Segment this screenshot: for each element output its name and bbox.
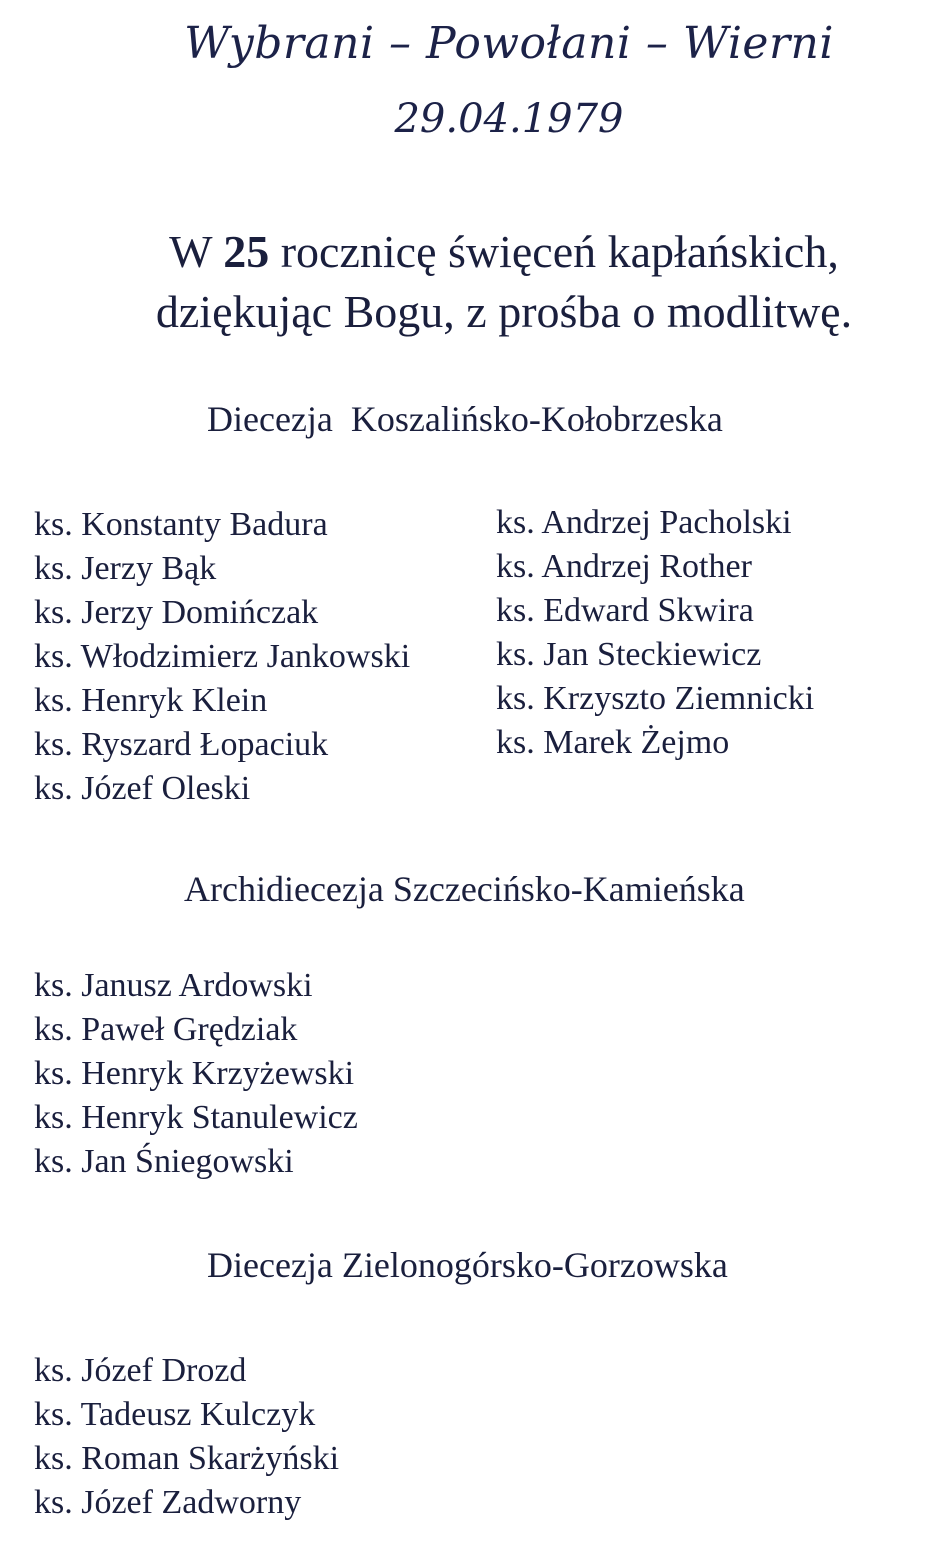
anniversary-number: 25 <box>223 226 270 277</box>
priest-name: ks. Edward Skwira <box>496 592 754 629</box>
priest-list-zielona-gora <box>34 1349 339 1525</box>
section-heading-szczecin: Archidiecezja Szczecińsko-Kamieńska <box>184 869 745 909</box>
priest-name: ks. Paweł Grędziak <box>34 1011 298 1048</box>
priest-name: ks. Krzyszto Ziemnicki <box>496 680 815 717</box>
dedication-line-1 <box>65 222 943 282</box>
section-heading-zielona-gora: Diecezja Zielonogórsko-Gorzowska <box>207 1245 728 1285</box>
priest-name: ks. Jan Śniegowski <box>34 1143 294 1180</box>
motto-title: Wybrani – Powołani – Wierni <box>184 18 834 69</box>
priest-name: ks. Henryk Krzyżewski <box>34 1055 355 1092</box>
priest-name: ks. Andrzej Pacholski <box>496 504 792 541</box>
priest-name: ks. Roman Skarżyński <box>34 1440 340 1477</box>
dedication-text <box>0 222 943 342</box>
priest-name: ks. Konstanty Badura <box>34 506 328 543</box>
priest-list-koszalin-right <box>496 501 814 765</box>
priest-name: ks. Józef Oleski <box>34 770 251 807</box>
priest-name: ks. Tadeusz Kulczyk <box>34 1396 316 1433</box>
dedication-prefix: W <box>169 226 212 277</box>
ordination-date: 29.04.1979 <box>394 96 624 142</box>
priest-list-szczecin <box>34 964 358 1184</box>
priest-name: ks. Jerzy Domińczak <box>34 594 319 631</box>
section-heading-koszalin: Diecezja Koszalińsko-Kołobrzeska <box>207 399 723 439</box>
priest-name: ks. Janusz Ardowski <box>34 967 313 1004</box>
dedication-suffix: rocznicę święceń kapłańskich, <box>280 226 839 277</box>
priest-name: ks. Włodzimierz Jankowski <box>34 638 411 675</box>
priest-name: ks. Andrzej Rother <box>496 548 752 585</box>
priest-name: ks. Henryk Stanulewicz <box>34 1099 358 1136</box>
priest-name: ks. Józef Drozd <box>34 1352 247 1389</box>
priest-name: ks. Józef Zadworny <box>34 1484 302 1521</box>
priest-list-koszalin-left <box>34 503 410 811</box>
dedication-line-2: dziękując Bogu, z prośba o modlitwę. <box>155 286 853 337</box>
priest-name: ks. Marek Żejmo <box>496 724 730 761</box>
priest-name: ks. Ryszard Łopaciuk <box>34 726 329 763</box>
priest-name: ks. Jerzy Bąk <box>34 550 217 587</box>
priest-name: ks. Jan Steckiewicz <box>496 636 762 673</box>
priest-name: ks. Henryk Klein <box>34 682 268 719</box>
